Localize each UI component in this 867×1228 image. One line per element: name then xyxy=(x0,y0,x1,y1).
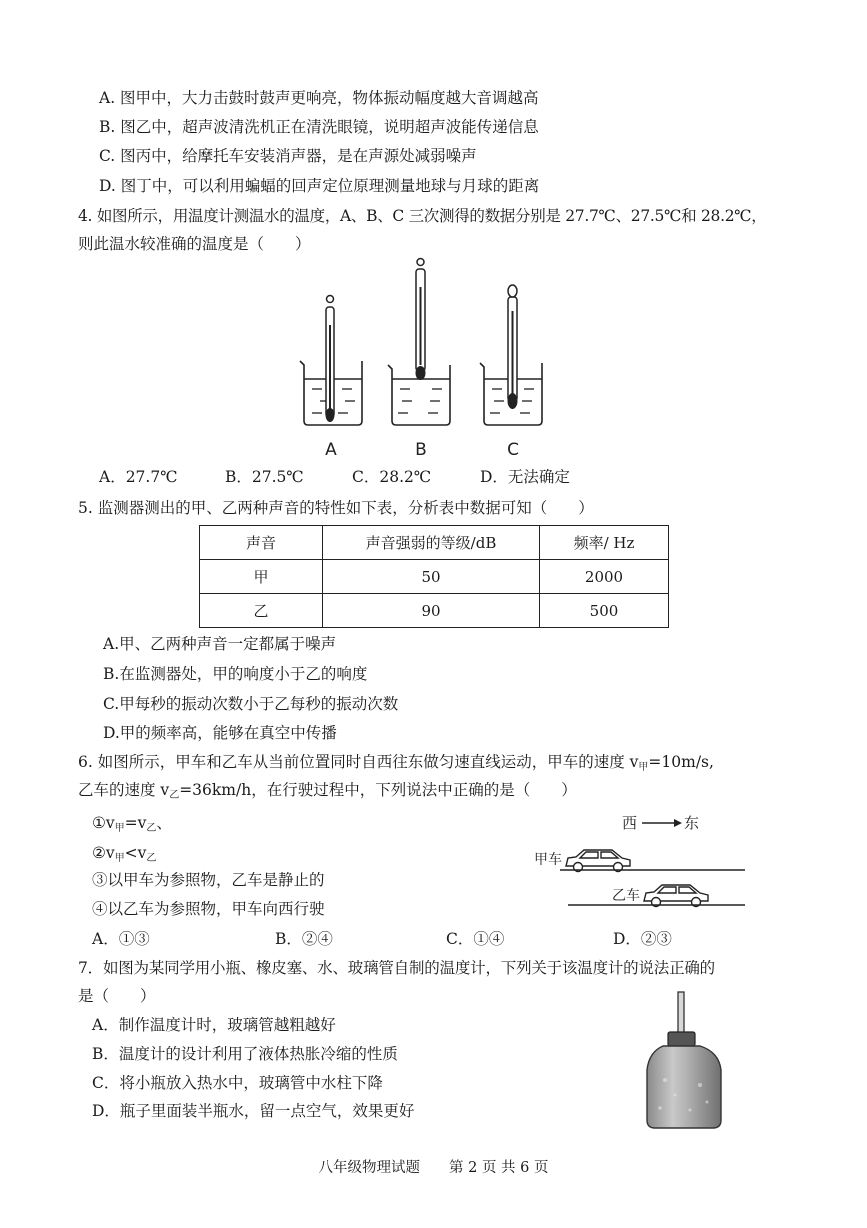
table-cell: 90 xyxy=(323,594,540,628)
q6-text: 乙车的速度 v xyxy=(78,781,170,799)
q7-option-a: A．制作温度计时，玻璃管越粗越好 xyxy=(92,1016,336,1034)
q6-text: <v xyxy=(124,844,147,862)
q6-option-a: A．①③ xyxy=(92,930,150,948)
table-header-row xyxy=(200,526,669,560)
q6-statement-1 xyxy=(92,812,172,840)
q7-option-c: C．将小瓶放入热水中，玻璃管中水柱下降 xyxy=(92,1074,383,1092)
q6-text: 6. 如图所示，甲车和乙车从当前位置同时自西往东做匀速直线运动，甲车的速度 v xyxy=(78,753,639,771)
q4-figure-label-c: C xyxy=(507,440,519,460)
page-footer: 八年级物理试题 第 2 页 共 6 页 xyxy=(318,1160,549,1176)
q6-text: =10m/s, xyxy=(648,753,714,771)
q6-text: ①v xyxy=(92,814,115,832)
west-label: 西 xyxy=(622,814,638,832)
car-a-label: 甲车 xyxy=(534,852,562,868)
table-header: 声音 xyxy=(200,526,323,560)
q4-figure-label-b: B xyxy=(415,440,427,460)
q6-sub: 甲 xyxy=(638,762,649,773)
q6-sub: 乙 xyxy=(169,790,180,801)
q6-car-figure xyxy=(530,808,760,913)
q6-sub: 乙 xyxy=(146,823,157,834)
q6-option-c: C．①④ xyxy=(446,930,505,948)
table-cell: 50 xyxy=(323,560,540,594)
table-cell: 甲 xyxy=(200,560,323,594)
table-header: 频率/ Hz xyxy=(540,526,669,560)
q6-option-d: D．②③ xyxy=(613,930,672,948)
q6-text: =v xyxy=(124,814,147,832)
homemade-thermometer-bottle-icon xyxy=(645,990,730,1130)
q4-stem-line1: 4. 如图所示，用温度计测温水的温度，A、B、C 三次测得的数据分别是 27.7℃、27.5℃和 28.2℃， xyxy=(78,207,767,225)
table-row xyxy=(200,594,669,628)
q6-stem-line2 xyxy=(78,779,577,807)
q6-stem-line1 xyxy=(78,751,714,779)
q6-sub: 乙 xyxy=(146,853,157,864)
table-cell: 2000 xyxy=(540,560,669,594)
q3-option-a: A. 图甲中，大力击鼓时鼓声更响亮，物体振动幅度越大音调越高 xyxy=(99,89,539,107)
car-a-icon xyxy=(566,850,630,872)
q6-text: =36km/h，在行驶过程中，下列说法中正确的是（ ） xyxy=(179,781,577,799)
q5-option-c: C.甲每秒的振动次数小于乙每秒的振动次数 xyxy=(103,695,399,713)
q7-stem-line1: 7．如图为某同学用小瓶、橡皮塞、水、玻璃管自制的温度计，下列关于该温度计的说法正确的 xyxy=(78,959,715,977)
q4-option-b: B．27.5℃ xyxy=(225,468,304,486)
q4-stem-line2: 则此温水较准确的温度是（ ） xyxy=(78,235,311,253)
q6-sub: 甲 xyxy=(114,823,125,834)
q5-option-b: B.在监测器处，甲的响度小于乙的响度 xyxy=(103,665,368,683)
q6-sub: 甲 xyxy=(114,853,125,864)
table-cell: 乙 xyxy=(200,594,323,628)
table-header: 声音强弱的等级/dB xyxy=(323,526,540,560)
q3-option-d: D. 图丁中，可以利用蝙蝠的回声定位原理测量地球与月球的距离 xyxy=(99,177,540,195)
q5-option-d: D.甲的频率高，能够在真空中传播 xyxy=(103,724,337,742)
q6-text: ②v xyxy=(92,844,115,862)
q3-option-c: C. 图丙中，给摩托车安装消声器，是在声源处减弱噪声 xyxy=(99,147,477,165)
q4-option-a: A．27.7℃ xyxy=(99,468,178,486)
q4-option-c: C．28.2℃ xyxy=(352,468,432,486)
q4-option-d: D．无法确定 xyxy=(480,468,570,486)
q6-statement-3: ③以甲车为参照物，乙车是静止的 xyxy=(92,871,325,889)
q6-option-b: B．②④ xyxy=(275,930,333,948)
q5-stem: 5. 监测器测出的甲、乙两种声音的特性如下表，分析表中数据可知（ ） xyxy=(78,499,594,517)
q6-statement-2 xyxy=(92,842,156,870)
table-row xyxy=(200,560,669,594)
q4-figure-label-a: A xyxy=(325,440,337,460)
car-b-label: 乙车 xyxy=(612,888,640,904)
car-b-icon xyxy=(644,885,708,907)
sound-table xyxy=(199,525,669,628)
q5-option-a: A.甲、乙两种声音一定都属于噪声 xyxy=(103,635,337,653)
q3-option-b: B. 图乙中，超声波清洗机正在清洗眼镜，说明超声波能传递信息 xyxy=(99,118,539,136)
q6-text: 、 xyxy=(156,814,172,832)
east-label: 东 xyxy=(684,814,700,832)
q4-thermometer-figure xyxy=(290,255,560,465)
q6-statement-4: ④以乙车为参照物，甲车向西行驶 xyxy=(92,900,325,918)
q7-option-b: B．温度计的设计利用了液体热胀冷缩的性质 xyxy=(92,1045,398,1063)
q7-option-d: D．瓶子里面装半瓶水，留一点空气，效果更好 xyxy=(92,1102,415,1120)
table-cell: 500 xyxy=(540,594,669,628)
q7-stem-line2: 是（ ） xyxy=(78,987,156,1005)
